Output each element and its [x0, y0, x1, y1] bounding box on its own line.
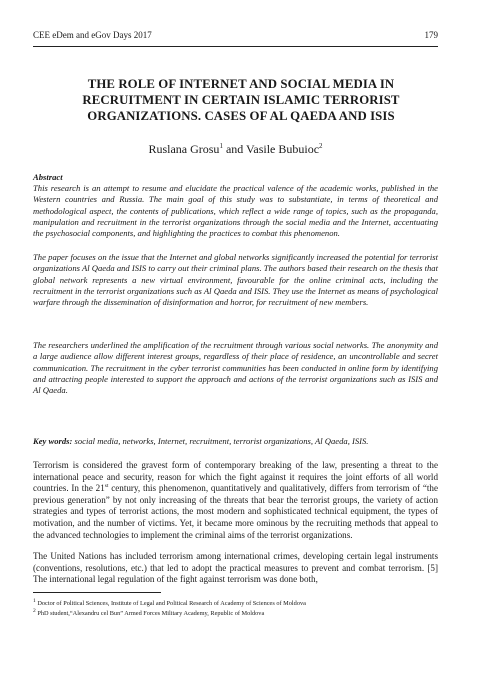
- abstract-paragraph-2: The paper focuses on the issue that the Internet and global networks significantly increased the potential for terrorist organizations Al Qaeda and ISIS to carry out their criminal plans. The authors based their research on the thesis that global network represents a new virtual environment, favourable for the online criminal acts, including the recruitment in the terrorist organizations such as Al Qaeda and ISIS. They use the Internet as means of psychological warfare through the dissemination of disinformation and horror, for recruitment of new members.: [33, 252, 438, 308]
- author-1: Ruslana Grosu: [148, 142, 220, 156]
- abstract-heading: Abstract: [33, 172, 63, 182]
- footnote-2: [33, 607, 438, 618]
- footnote-1-mark: 1: [33, 597, 36, 604]
- keywords-list: social media, networks, Internet, recruitment, terrorist organizations, Al Qaeda, ISIS.: [72, 436, 369, 446]
- author-2: Vasile Bubuioc: [246, 142, 320, 156]
- body-paragraph-2: The United Nations has included terrorism among international crimes, developing certain legal instruments (conventions, resolutions, etc.) that led to adopt the practical measures to prevent and combat terrorism. [5] The international legal regulation of the fight against terrorism was done both,: [33, 551, 438, 585]
- footnote-1-text: Doctor of Political Sciences, Institute of Legal and Political Research of Academy of Sciences of Moldova: [35, 600, 306, 607]
- title-line-3: ORGANIZATIONS. CASES OF AL QAEDA AND ISIS: [87, 109, 395, 124]
- ordinal-suffix: st: [104, 483, 109, 490]
- body-paragraph-1: [33, 460, 438, 541]
- author-connector: and: [222, 142, 247, 156]
- page-number: 179: [424, 30, 438, 40]
- footnote-1: [33, 597, 438, 608]
- footnote-2-mark: 2: [33, 607, 36, 614]
- header-rule: [33, 46, 438, 47]
- running-header: [33, 30, 438, 40]
- paper-title: [40, 76, 442, 125]
- title-line-1: THE ROLE OF INTERNET AND SOCIAL MEDIA IN: [87, 77, 395, 91]
- abstract-paragraph-3: The researchers underlined the amplification of the recruitment through various social networks. The anonymity and a large audience allow different interest groups, regardless of their place of residence, an uncontrollable and secret communication. The recruitment in the cyber terrorist communities has been conducted in online form by identifying and attracting people interested to support the approach and actions of the terrorist organizations such as ISIS and Al Qaeda.: [33, 340, 438, 396]
- title-line-2: RECRUITMENT IN CERTAIN ISLAMIC TERRORIST: [82, 93, 400, 108]
- keywords: [33, 436, 438, 447]
- keywords-label: Key words:: [33, 436, 73, 446]
- conference-name: CEE eDem and eGov Days 2017: [33, 30, 152, 40]
- author-1-footnote-mark: 1: [219, 142, 223, 150]
- body-paragraph-1-start: Terrorism is considered the gravest form of contemporary breaking of the law, presenting a threat to the international peace and security, reason for which the fight against it requires the joint efforts of all world countries. In the 21: [33, 460, 438, 494]
- body-paragraph-1-rest: century, this phenomenon, quantitatively and qualitatively, differs from terrorism of “the previous generation” by not only increasing of the threats that bear the terrorist groups, the variety of action strategies and types of terrorist actions, the most modern and sophisticated technical equipment, the types of motivation, and the number of victims. Yet, it became more ominous by the recruiting methods that appeal to the advanced technologies to implement the criminal aims of the terrorist organizations.: [33, 483, 438, 540]
- author-line: [33, 142, 438, 157]
- abstract-paragraph-1: This research is an attempt to resume and elucidate the practical valence of the academic works, published in the Western countries and Russia. The main goal of this study was to substantiate, in terms of theoretical and methodological aspect, the contents of publications, which reflect a wide range of topics, such as the propaganda, manipulation and recruitment in the terrorist organizations through the social media and the Internet, accentuating the psychosocial components, and highlighting the practices to combat this phenomenon.: [33, 183, 438, 239]
- footnote-2-text: PhD student,“Alexandru cel Bun” Armed Forces Military Academy, Republic of Moldova: [35, 610, 265, 617]
- footnote-rule: [33, 592, 161, 593]
- author-2-footnote-mark: 2: [319, 142, 323, 150]
